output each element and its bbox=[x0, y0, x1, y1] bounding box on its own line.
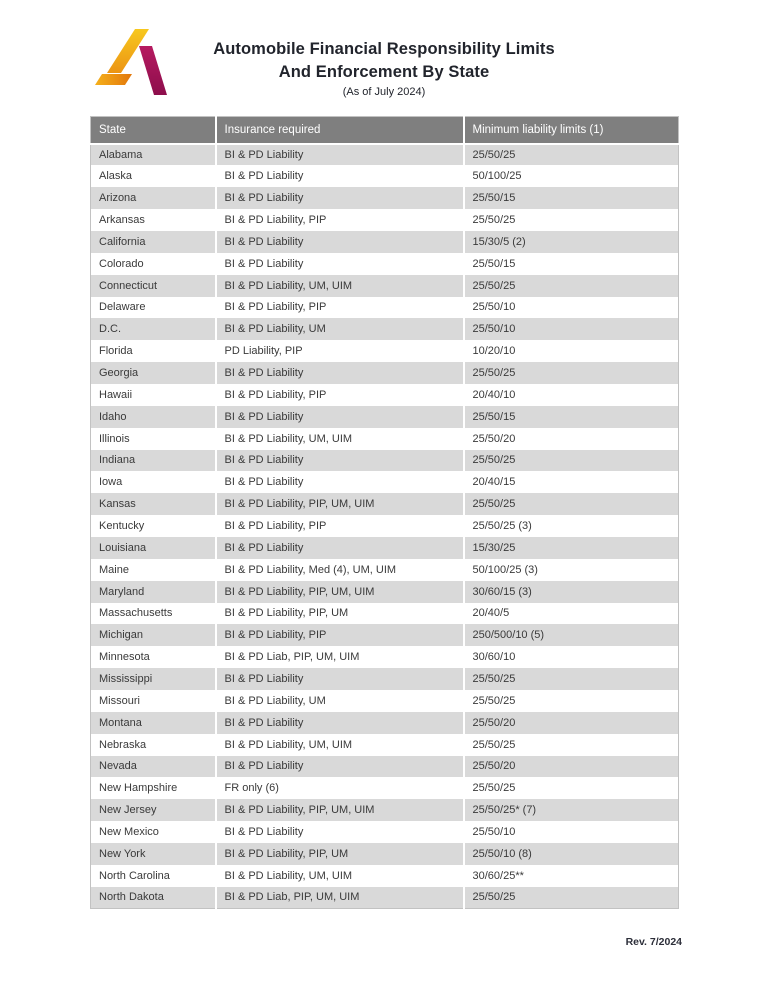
state-cell: Kansas bbox=[91, 493, 216, 515]
table-row bbox=[91, 275, 679, 297]
liability-limits-cell: 20/40/5 bbox=[464, 603, 679, 625]
table-row bbox=[91, 384, 679, 406]
insurance-required-cell: BI & PD Liability, PIP bbox=[216, 384, 464, 406]
column-header-insurance-required: Insurance required bbox=[216, 117, 464, 144]
table-row bbox=[91, 515, 679, 537]
state-cell: New Hampshire bbox=[91, 777, 216, 799]
insurance-required-cell: BI & PD Liability bbox=[216, 253, 464, 275]
liability-limits-cell: 50/100/25 (3) bbox=[464, 559, 679, 581]
page-title-line2: And Enforcement By State bbox=[278, 62, 490, 81]
table-header bbox=[91, 117, 679, 144]
insurance-required-cell: BI & PD Liability bbox=[216, 450, 464, 472]
state-cell: Arkansas bbox=[91, 209, 216, 231]
page-title bbox=[0, 38, 768, 83]
table-row bbox=[91, 165, 679, 187]
table-row bbox=[91, 646, 679, 668]
table-row bbox=[91, 690, 679, 712]
table-row bbox=[91, 756, 679, 778]
liability-limits-cell: 25/50/10 bbox=[464, 318, 679, 340]
table-row bbox=[91, 624, 679, 646]
table-row bbox=[91, 144, 679, 166]
revision-label: Rev. 7/2024 bbox=[625, 936, 682, 948]
page-title-line1: Automobile Financial Responsibility Limits bbox=[213, 40, 555, 58]
liability-limits-cell: 20/40/10 bbox=[464, 384, 679, 406]
liability-limits-cell: 25/50/10 bbox=[464, 821, 679, 843]
table-row bbox=[91, 887, 679, 909]
state-cell: Nebraska bbox=[91, 734, 216, 756]
liability-limits-cell: 15/30/5 (2) bbox=[464, 231, 679, 253]
state-cell: Missouri bbox=[91, 690, 216, 712]
insurance-required-cell: BI & PD Liability bbox=[216, 231, 464, 253]
state-cell: Maine bbox=[91, 559, 216, 581]
state-cell: Idaho bbox=[91, 406, 216, 428]
table-row bbox=[91, 231, 679, 253]
table-row bbox=[91, 471, 679, 493]
liability-limits-cell: 25/50/25 bbox=[464, 887, 679, 909]
insurance-required-cell: BI & PD Liab, PIP, UM, UIM bbox=[216, 646, 464, 668]
table-row bbox=[91, 253, 679, 275]
liability-limits-cell: 25/50/10 bbox=[464, 297, 679, 319]
state-cell: New Jersey bbox=[91, 799, 216, 821]
insurance-required-cell: BI & PD Liability bbox=[216, 187, 464, 209]
insurance-required-cell: BI & PD Liability, UM bbox=[216, 318, 464, 340]
table-row bbox=[91, 712, 679, 734]
insurance-required-cell: BI & PD Liability, UM, UIM bbox=[216, 428, 464, 450]
insurance-required-cell: BI & PD Liability bbox=[216, 362, 464, 384]
liability-limits-cell: 25/50/25 bbox=[464, 450, 679, 472]
table-row bbox=[91, 297, 679, 319]
table-row bbox=[91, 668, 679, 690]
state-cell: Alaska bbox=[91, 165, 216, 187]
column-header-state: State bbox=[91, 117, 216, 144]
liability-limits-cell: 25/50/20 bbox=[464, 756, 679, 778]
state-cell: Florida bbox=[91, 340, 216, 362]
insurance-required-cell: BI & PD Liability bbox=[216, 144, 464, 166]
liability-limits-cell: 250/500/10 (5) bbox=[464, 624, 679, 646]
insurance-required-cell: BI & PD Liability, Med (4), UM, UIM bbox=[216, 559, 464, 581]
liability-limits-cell: 25/50/25 bbox=[464, 275, 679, 297]
liability-limits-cell: 30/60/15 (3) bbox=[464, 581, 679, 603]
state-cell: Alabama bbox=[91, 144, 216, 166]
table-row bbox=[91, 187, 679, 209]
liability-limits-cell: 25/50/25 bbox=[464, 209, 679, 231]
state-cell: Montana bbox=[91, 712, 216, 734]
state-cell: New Mexico bbox=[91, 821, 216, 843]
insurance-required-cell: PD Liability, PIP bbox=[216, 340, 464, 362]
liability-limits-cell: 50/100/25 bbox=[464, 165, 679, 187]
state-cell: Connecticut bbox=[91, 275, 216, 297]
insurance-required-cell: BI & PD Liability, PIP, UM, UIM bbox=[216, 581, 464, 603]
state-cell: Illinois bbox=[91, 428, 216, 450]
insurance-required-cell: BI & PD Liability, UM, UIM bbox=[216, 275, 464, 297]
table-row bbox=[91, 865, 679, 887]
liability-limits-cell: 25/50/25 (3) bbox=[464, 515, 679, 537]
insurance-required-cell: BI & PD Liability bbox=[216, 471, 464, 493]
state-cell: Arizona bbox=[91, 187, 216, 209]
state-cell: New York bbox=[91, 843, 216, 865]
state-cell: Hawaii bbox=[91, 384, 216, 406]
insurance-required-cell: BI & PD Liability, UM bbox=[216, 690, 464, 712]
table-row bbox=[91, 777, 679, 799]
state-cell: California bbox=[91, 231, 216, 253]
state-cell: Massachusetts bbox=[91, 603, 216, 625]
table-row bbox=[91, 318, 679, 340]
table-row bbox=[91, 821, 679, 843]
insurance-required-cell: BI & PD Liability, PIP bbox=[216, 209, 464, 231]
insurance-required-cell: BI & PD Liab, PIP, UM, UIM bbox=[216, 887, 464, 909]
insurance-required-cell: BI & PD Liability bbox=[216, 821, 464, 843]
insurance-required-cell: BI & PD Liability bbox=[216, 406, 464, 428]
state-cell: Maryland bbox=[91, 581, 216, 603]
insurance-required-cell: BI & PD Liability, PIP, UM bbox=[216, 843, 464, 865]
state-cell: Delaware bbox=[91, 297, 216, 319]
table-row bbox=[91, 209, 679, 231]
state-cell: Georgia bbox=[91, 362, 216, 384]
liability-limits-cell: 25/50/25 bbox=[464, 144, 679, 166]
insurance-required-cell: BI & PD Liability bbox=[216, 165, 464, 187]
state-cell: Colorado bbox=[91, 253, 216, 275]
page-subtitle: (As of July 2024) bbox=[342, 86, 426, 98]
insurance-required-cell: BI & PD Liability bbox=[216, 537, 464, 559]
insurance-required-cell: BI & PD Liability, PIP, UM bbox=[216, 603, 464, 625]
table-row bbox=[91, 362, 679, 384]
liability-limits-cell: 20/40/15 bbox=[464, 471, 679, 493]
table-row bbox=[91, 734, 679, 756]
table-row bbox=[91, 428, 679, 450]
state-cell: Michigan bbox=[91, 624, 216, 646]
state-cell: North Carolina bbox=[91, 865, 216, 887]
insurance-required-cell: BI & PD Liability, PIP bbox=[216, 624, 464, 646]
liability-limits-cell: 25/50/25 bbox=[464, 668, 679, 690]
table-body bbox=[91, 144, 679, 909]
insurance-required-cell: BI & PD Liability bbox=[216, 756, 464, 778]
table-row bbox=[91, 799, 679, 821]
liability-limits-cell: 25/50/15 bbox=[464, 253, 679, 275]
table-row bbox=[91, 340, 679, 362]
insurance-required-cell: BI & PD Liability bbox=[216, 668, 464, 690]
title-block bbox=[0, 38, 768, 98]
state-cell: Kentucky bbox=[91, 515, 216, 537]
liability-limits-cell: 25/50/10 (8) bbox=[464, 843, 679, 865]
table-row bbox=[91, 537, 679, 559]
state-cell: North Dakota bbox=[91, 887, 216, 909]
insurance-required-cell: BI & PD Liability, PIP, UM, UIM bbox=[216, 799, 464, 821]
state-cell: Mississippi bbox=[91, 668, 216, 690]
liability-limits-cell: 25/50/15 bbox=[464, 406, 679, 428]
insurance-required-cell: BI & PD Liability, PIP, UM, UIM bbox=[216, 493, 464, 515]
liability-limits-cell: 25/50/20 bbox=[464, 712, 679, 734]
insurance-required-cell: BI & PD Liability, UM, UIM bbox=[216, 734, 464, 756]
column-header-minimum-liability-limits: Minimum liability limits (1) bbox=[464, 117, 679, 144]
liability-limits-cell: 10/20/10 bbox=[464, 340, 679, 362]
table-row bbox=[91, 603, 679, 625]
state-cell: Iowa bbox=[91, 471, 216, 493]
insurance-required-cell: BI & PD Liability, UM, UIM bbox=[216, 865, 464, 887]
liability-limits-cell: 25/50/15 bbox=[464, 187, 679, 209]
table-row bbox=[91, 559, 679, 581]
table-row bbox=[91, 450, 679, 472]
table-header-row bbox=[91, 117, 679, 144]
state-cell: Nevada bbox=[91, 756, 216, 778]
liability-limits-cell: 25/50/25 bbox=[464, 493, 679, 515]
insurance-required-cell: BI & PD Liability, PIP bbox=[216, 515, 464, 537]
liability-limits-cell: 25/50/25 bbox=[464, 690, 679, 712]
state-cell: Minnesota bbox=[91, 646, 216, 668]
liability-limits-cell: 25/50/25 bbox=[464, 362, 679, 384]
table-row bbox=[91, 581, 679, 603]
insurance-required-cell: FR only (6) bbox=[216, 777, 464, 799]
liability-limits-cell: 30/60/25** bbox=[464, 865, 679, 887]
table-row bbox=[91, 493, 679, 515]
state-cell: D.C. bbox=[91, 318, 216, 340]
liability-limits-cell: 25/50/20 bbox=[464, 428, 679, 450]
state-cell: Louisiana bbox=[91, 537, 216, 559]
table-row bbox=[91, 406, 679, 428]
liability-limits-cell: 15/30/25 bbox=[464, 537, 679, 559]
insurance-required-cell: BI & PD Liability, PIP bbox=[216, 297, 464, 319]
liability-limits-cell: 25/50/25 bbox=[464, 777, 679, 799]
liability-limits-cell: 25/50/25 bbox=[464, 734, 679, 756]
liability-limits-cell: 25/50/25* (7) bbox=[464, 799, 679, 821]
table-row bbox=[91, 843, 679, 865]
insurance-required-cell: BI & PD Liability bbox=[216, 712, 464, 734]
liability-limits-cell: 30/60/10 bbox=[464, 646, 679, 668]
state-cell: Indiana bbox=[91, 450, 216, 472]
state-limits-table bbox=[90, 116, 679, 909]
